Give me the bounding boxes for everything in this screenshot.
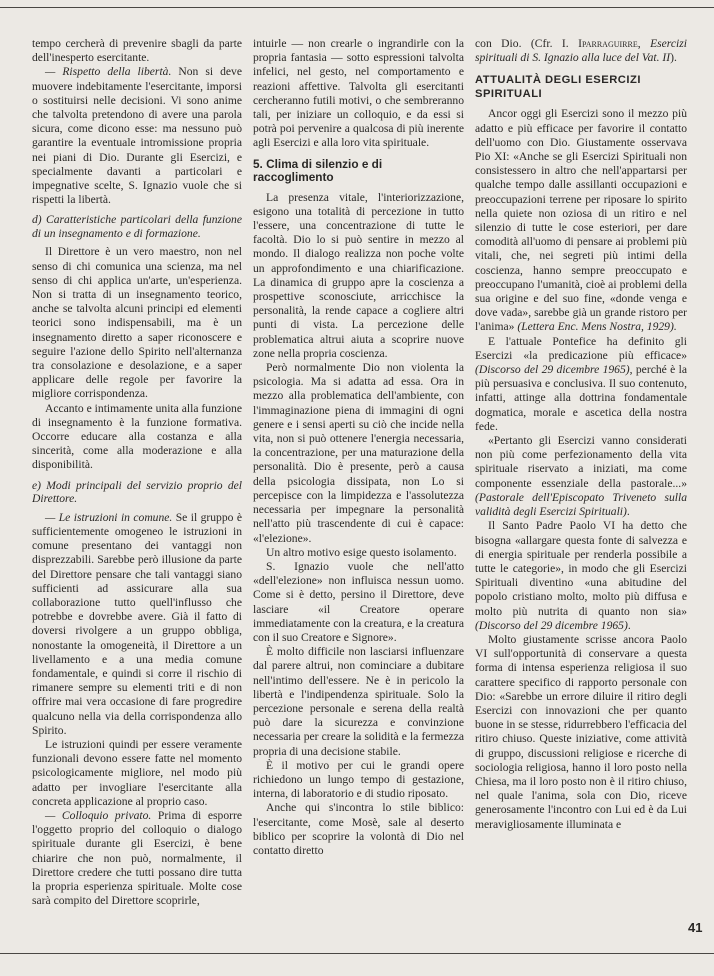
page-number: 41 bbox=[688, 920, 703, 935]
paragraph: Accanto e intimamente unita alla funzione di insegnamento è la funzione formativa. Occorre educare alla costanza e alla sincerità, come alla moderazione e alla disponibilità. bbox=[32, 401, 242, 472]
section-heading: ATTUALITÀ DEGLI ESERCIZI SPIRITUALI bbox=[475, 74, 641, 101]
paragraph-title: — Rispetto della libertà. bbox=[45, 65, 172, 79]
bottom-rule bbox=[0, 953, 714, 954]
paragraph bbox=[475, 107, 687, 334]
paragraph bbox=[32, 809, 242, 908]
paragraph: La presenza vitale, l'interiorizzazione, esigono una totalità di percezione in tutto l'essere, una concentrazione di tutte le facoltà. Dio lo si può sentire in mezzo al mondo. Il dialogo realizza non poche volte un approfondimento e una chiarificazione. La dinamica di gruppo apre la coscienza a prospettive sconosciute, arricchisce la personalità, la rende capace a cogliere altri punti di vista. La percezione delle problematica altrui aiuta a scoprire nuove zone nella propria coscienza. bbox=[253, 190, 464, 360]
column-left bbox=[32, 37, 242, 949]
paragraph bbox=[32, 511, 242, 738]
paragraph: Anche qui s'incontra lo stile biblico: l'esercitante, come Mosè, sale al deserto biblico per scoprire la volontà di Dio nel contatto diretto bbox=[253, 801, 464, 857]
paragraph-text: E l'attuale Pontefice ha definito gli Esercizi «la predicazione più efficace» bbox=[475, 334, 687, 362]
citation: (Pastorale dell'Episcopato Triveneto sulla validità degli Esercizi Spirituali) bbox=[475, 490, 687, 519]
citation: (Discorso del 29 dicembre 1965) bbox=[475, 363, 630, 377]
paragraph: Il Direttore è un vero maestro, non nel senso di chi comunica una scienza, ma nel senso di chi applica un'arte, un'esperienza. Non si tratta di un insegnamento teorico, anche se talvolta alcuni principi ed elementi teorici sono indispensabili, ma è un insegnamento diretto a saper riconoscere e seguire l'azione dello Spirito nell'alternanza tra consolazione e desolazione, e a saper applicare delle regole per favorire la migliore corrispondenza. bbox=[32, 245, 242, 401]
column-right bbox=[475, 37, 687, 917]
paragraph-text: . bbox=[627, 618, 631, 632]
citation: (Lettera Enc. Mens Nostra, 1929). bbox=[517, 320, 677, 334]
top-rule bbox=[0, 7, 714, 8]
paragraph-text: Ancor oggi gli Esercizi sono il mezzo più adatto e più efficace per favorire il contatto dell'uomo con Dio. Giustamente osservava Pio XI: «Anche se gli Esercizi Spirituali non consistessero in altro che nell'appartarsi per qualche tempo dalle assillanti occupazioni e preoccupazioni terrene per riposare lo spirito nella quiete non oziosa di un ritiro e nel silenzio di tutte le cose esteriori, per dare comodità all'uomo di pensare ai problemi più vitali, che, nei segreti più intimi della coscienza, hanno sempre preoccupato e preoccupano l'umanità, cioè ai problemi della sua origine e del suo fine, «donde venga e dove vada», sarebbe già un grande ristoro per l'anima» bbox=[475, 107, 687, 334]
paragraph: Molto giustamente scrisse ancora Paolo VI sull'opportunità di conservare a questa forma di intensa esperienza religiosa il suo carattere specifico di rapporto personale con Dio: «Sarebbe un errore diluire il ritiro degli Esercizi con innovazioni che per quanto buone in se stesse, ridurrebbero l'efficacia del ritiro chiuso. Queste iniziative, come attività di gruppo, discussioni religiose e ricerche di sociologia religiosa, hanno il loro posto nella Chiesa, ma il loro posto non è il ritiro chiuso, nel quale l'anima, sola con Dio, riceve generosamente l'incontro con Lui ed è da Lui meravigliosamente illuminata e bbox=[475, 632, 687, 831]
paragraph: È il motivo per cui le grandi opere richiedono un lungo tempo di gestazione, interna, di laboratorio e di studio riposato. bbox=[253, 758, 464, 801]
paragraph bbox=[32, 65, 242, 207]
paragraph bbox=[475, 37, 687, 65]
paragraph: Però normalmente Dio non violenta la psicologia. Ma si adatta ad essa. Ora in mezzo alla problematica dell'ambiente, con l'immaginazione piena di immagini di ogni genere e i sensi aperti su ciò che incide nella vita, non si può ottenere l'energia necessaria, la concentrazione, per una maturazione della personalità. Dio è presente, però a causa della psicologia dissipata, non Lo si percepisce con la limpidezza e l'assolutezza necessaria per impegnare la personalità nell'atto più trascendente di cui è capace: «l'elezione». bbox=[253, 361, 464, 545]
paragraph: S. Ignazio vuole che nell'atto «dell'elezione» non influisca nessun uomo. Come si è detto, persino il Direttore, deve lasciare «il Creatore operare immediatamente con la creatura, e la creatura con il suo Creatore e Signore». bbox=[253, 559, 464, 644]
paragraph-text: Se il gruppo è sufficientemente omogeneo le istruzioni in comune presentano dei vantaggi non disprezzabili. Sarebbe però illusione da parte del Direttore pensare che tali vantaggi siano sufficienti ad assicurare alla sua collaborazione tutto quell'influsso che potrebbe e dovrebbe avere. Già il fatto di doversi rivolgere a un gruppo obbliga, nonostante la omogeneità, il Direttore a un livellamento e a una media comune fondamentale, e quindi si corre il rischio di rimanere sempre su elementi triti e di non offrire mai vera occasione di fare progredire qualcuno nella via della corrispondenza allo Spirito. bbox=[32, 510, 242, 737]
paragraph bbox=[475, 519, 687, 633]
subsection-heading: e) Modi principali del servizio proprio del Direttore. bbox=[32, 478, 242, 506]
paragraph-text: Non si deve muovere indebitamente l'esercitante, imporsi o sostituirsi nelle decisioni. Vi sono anime che talvolta pretendono di avere una parola sicura, come dicono esse: ma nessuno può garantire la eventuale intromissione propria nei piani di Dio. Durante gli Esercizi, e specialmente davanti a particolari e impegnative scelte, S. Ignazio vuole che si rispetti la libertà. bbox=[32, 65, 242, 207]
paragraph: Le istruzioni quindi per essere veramente funzionali devono essere fatte nel momento psicologicamente migliore, nel modo più adatto per invogliare l'esercitante alla concreta applicazione al proprio caso. bbox=[32, 737, 242, 808]
citation-title: Esercizi spirituali di S. Ignazio alla luce del Vat. II bbox=[475, 37, 687, 65]
paragraph-text: , perché è la più persuasiva e conclusiva. Il suo contenuto, infatti, attinge alla dottrina fondamentale dogmatica, morale e ascetica della nostra fede. bbox=[475, 363, 687, 433]
paragraph bbox=[475, 335, 687, 434]
paragraph: Un altro motivo esige questo isolamento. bbox=[266, 545, 457, 559]
column-middle bbox=[253, 37, 464, 949]
paragraph-text: con Dio. (Cfr. I. bbox=[475, 37, 579, 50]
paragraph-text: Prima di esporre l'oggetto proprio del colloquio o dialogo spirituale durante gli Esercizi, è bene chiarire che non può, normalmente, il Direttore credere che tutti possano dire tutta la propria esperienza spirituale. Molte cose sarà compito del Direttore scoprirle, bbox=[32, 808, 242, 908]
paragraph-title: — Colloquio privato. bbox=[45, 808, 152, 822]
paragraph-text: ). bbox=[670, 51, 677, 65]
section-heading: 5. Clima di silenzio e di raccoglimento bbox=[253, 156, 383, 185]
citation-author: Iparraguirre, bbox=[578, 37, 641, 50]
paragraph: È molto difficile non lasciarsi influenzare dal parere altrui, non cominciare a dubitare nell'intimo dell'essere. Ne è in pericolo la libertà e l'indipendenza spirituale. Solo la percezione personale e serena della realtà può dare la sicurezza e convinzione necessaria per creare la solidità e la fermezza propria di una decisione stabile. bbox=[253, 645, 464, 758]
citation: (Discorso del 29 dicembre 1965) bbox=[475, 618, 628, 632]
paragraph-text: Il Santo Padre Paolo VI ha detto che bisogna «allargare questa fonte di salvezza e di energia spirituale per renderla possibile a tutte le categorie», in modo che gli Esercizi Spirituali diventino «una abitudine del popolo cristiano molto, molto più diffusa e molto più nutrita di quanto non sia» bbox=[475, 519, 687, 618]
subsection-heading: d) Caratteristiche particolari della funzione di un insegnamento e di formazione. bbox=[32, 213, 242, 240]
paragraph-text: . bbox=[626, 505, 630, 519]
paragraph: intuirle — non crearle o ingrandirle con la propria fantasia — sotto espressioni talvolta infelici, nel gesto, nel comportamento e reazioni affettive. Talvolta gli esercitanti cercheranno futili motivi, o che sembreranno tali, per iniziare un colloquio, e da essi si potrà poi pervenire a qualcosa di più inerente agli Esercizi e alla loro vita spirituale. bbox=[253, 37, 464, 150]
paragraph bbox=[475, 434, 687, 519]
paragraph: tempo cercherà di prevenire sbagli da parte dell'inesperto esercitante. bbox=[32, 37, 242, 65]
paragraph-text: «Pertanto gli Esercizi vanno considerati non più come perfezionamento della vita spirituale riservato a iniziati, ma come componente essenziale della pastorale...» bbox=[475, 434, 687, 490]
paragraph-title: — Le istruzioni in comune. bbox=[45, 510, 173, 524]
